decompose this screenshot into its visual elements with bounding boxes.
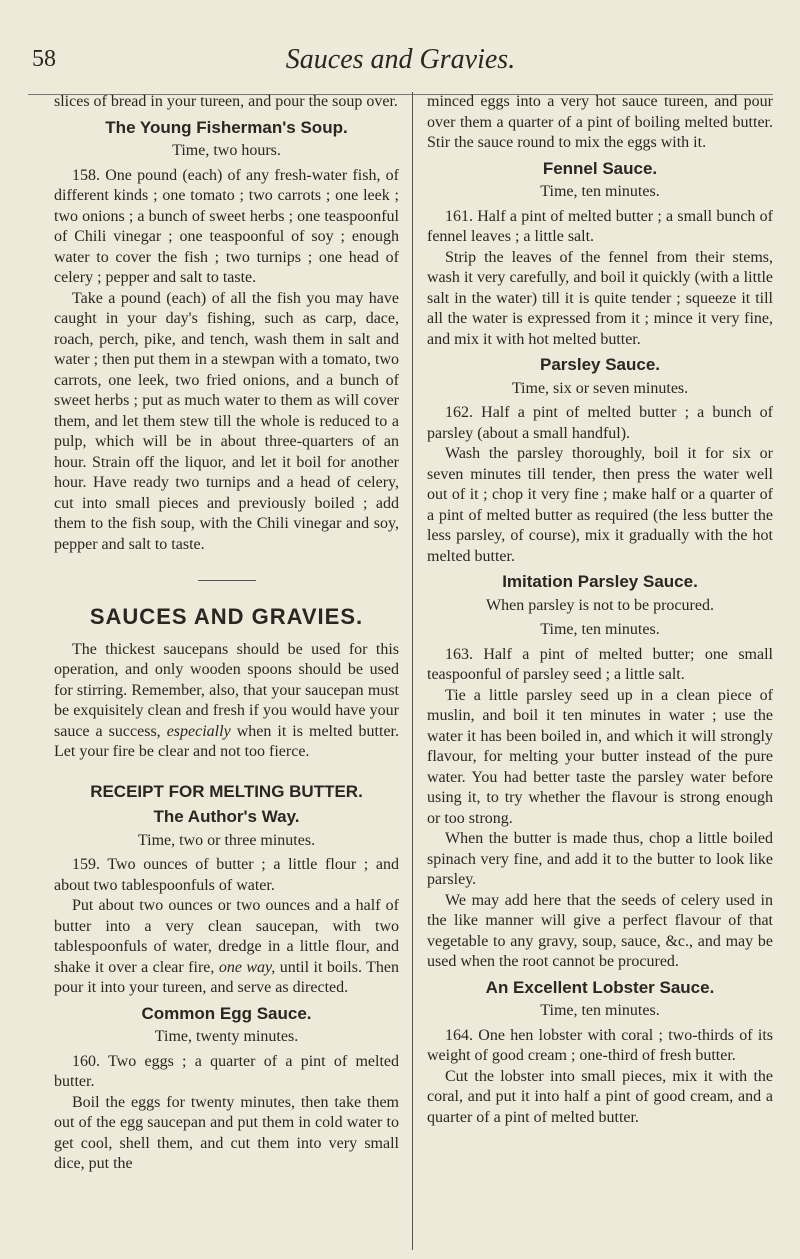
recipe-note: We may add here that the seeds of celery used in the like manner will give a perfect flavour of that vegetable to any gravy, soup, sauce, &c., and may be used when the root cannot be procured. bbox=[427, 891, 773, 970]
sauce-introduction bbox=[54, 640, 399, 763]
recipe-time: Time, ten minutes. bbox=[540, 1002, 660, 1019]
right-column bbox=[427, 92, 773, 1128]
column-divider bbox=[412, 92, 413, 1250]
left-column bbox=[54, 92, 399, 1175]
recipe-method: Cut the lobster into small pieces, mix it with the coral, and put it into half a pint of good cream, and a quarter of a pint of melted butter. bbox=[427, 1067, 773, 1126]
intro-text-b: when it is melted butter. Let your fire be clear and not too fierce. bbox=[54, 722, 399, 760]
recipe-method bbox=[54, 896, 399, 999]
recipe-subtitle: When parsley is not to be procured. bbox=[486, 596, 714, 614]
recipe-title: The Author's Way. bbox=[153, 807, 300, 826]
page-header bbox=[28, 16, 773, 80]
recipe-title: Common Egg Sauce. bbox=[141, 1003, 312, 1023]
recipe-ingredients: 161. Half a pint of melted butter ; a small bunch of fennel leaves ; a little salt. bbox=[427, 207, 773, 245]
running-title: Sauces and Gravies. bbox=[285, 44, 516, 75]
recipe-ingredients: 162. Half a pint of melted butter ; a bunch of parsley (about a small handful). bbox=[427, 404, 773, 442]
italic-text: especially bbox=[166, 722, 231, 740]
recipe-time: Time, six or seven minutes. bbox=[511, 379, 689, 397]
recipe-ingredients: 158. One pound (each) of any fresh-water fish, of different kinds ; one tomato ; two carrots ; one leek ; two onions ; a bunch of sweet herbs ; one teaspoonful of Chili vinegar ; one teaspoonful of soy ; enough water to cover the fish ; two turnips ; one head of celery ; pepper and salt to taste. bbox=[54, 166, 399, 286]
recipe-ingredients: 160. Two eggs ; a quarter of a pint of melted butter. bbox=[54, 1052, 399, 1090]
recipe-title: Parsley Sauce. bbox=[539, 355, 661, 374]
receipt-title: RECEIPT FOR MELTING BUTTER. bbox=[90, 781, 363, 801]
recipe-title: Fennel Sauce. bbox=[542, 158, 658, 178]
section-rule bbox=[198, 580, 256, 581]
recipe-ingredients: 163. Half a pint of melted butter; one small teaspoonful of parsley seed ; a little salt. bbox=[427, 645, 773, 683]
method-text-a: Put about two ounces or two ounces and a half of butter into a very clean saucepan, with two tablespoonfuls of water, dredge in a little flour, and shake it over a clear fire, bbox=[54, 897, 399, 976]
recipe-ingredients: 164. One hen lobster with coral ; two-thirds of its weight of good cream ; one-third of fresh butter. bbox=[427, 1026, 773, 1064]
recipe-method: Tie a little parsley seed up in a clean piece of muslin, and boil it ten minutes in water ; use the water it has been boiled in, and which it will strongly flavour, for melting your butter instead of the pure water. You had better taste the parsley water before using it, to try whether the flavour is strong enough or too strong. bbox=[427, 686, 773, 827]
recipe-ingredients: 159. Two ounces of butter ; a little flour ; and about two tablespoonfuls of water. bbox=[54, 856, 399, 894]
intro-text-a: The thickest saucepans should be used for this operation, and only wooden spoons should be used for stirring. Remember, also, that your saucepan must be exquisitely clean and fresh if you would have your sauce a success, bbox=[54, 640, 399, 740]
method-text-b: until it boils. Then pour it into your tureen, and serve as directed. bbox=[54, 958, 400, 996]
recipe-title: The Young Fisherman's Soup. bbox=[105, 117, 348, 137]
section-title: SAUCES AND GRAVIES. bbox=[89, 604, 364, 629]
continued-paragraph: minced eggs into a very hot sauce tureen, and pour over them a quarter of a pint of boiling melted butter. Stir the sauce round to mix the eggs with it. bbox=[427, 93, 773, 151]
recipe-title: An Excellent Lobster Sauce. bbox=[485, 977, 715, 997]
page-number: 58 bbox=[32, 46, 56, 72]
recipe-time: Time, twenty minutes. bbox=[154, 1028, 299, 1045]
recipe-note: When the butter is made thus, chop a little boiled spinach very fine, and add it to the butter to look like parsley. bbox=[427, 830, 773, 888]
recipe-method: Boil the eggs for twenty minutes, then take them out of the egg saucepan and put them in cold water to get cool, shell them, and cut them into very small dice, put the bbox=[54, 1093, 399, 1172]
recipe-method: Wash the parsley thoroughly, boil it for six or seven minutes till tender, then press the water well out of it ; chop it very fine ; make half or a quarter of a pint of melted butter as required (the less butter the less parsley, of course), mix it gradually with the hot melted butter. bbox=[427, 445, 773, 565]
continued-paragraph: slices of bread in your tureen, and pour the soup over. bbox=[54, 93, 398, 110]
italic-text: one way, bbox=[218, 958, 276, 976]
recipe-time: Time, ten minutes. bbox=[540, 621, 660, 638]
recipe-title: Imitation Parsley Sauce. bbox=[502, 572, 698, 591]
recipe-method: Strip the leaves of the fennel from their stems, wash it very carefully, and boil it quickly (with a little salt in the water) till it is quite tender ; squeeze it till all the water is expressed from it ; mince it very fine, and mix it with hot melted butter. bbox=[427, 248, 773, 348]
recipe-method: Take a pound (each) of all the fish you may have caught in your day's fishing, such as carp, dace, roach, perch, pike, and tench, wash them in salt and water ; then put them in a stewpan with a tomato, two carrots, one leek, two fried onions, and a bunch of sweet herbs ; put as much water to them as will cover them, and let them stew till the whole is reduced to a pulp, which will be in about three-quarters of an hour. Strain off the liquor, and let it boil for another hour. Have ready two turnips and a head of celery, cut into small pieces and previously boiled ; add them to the fish soup, with the Chili vinegar and soy, pepper and salt to taste. bbox=[54, 289, 399, 553]
recipe-time: Time, two hours. bbox=[172, 142, 281, 159]
recipe-time: Time, two or three minutes. bbox=[137, 831, 316, 849]
recipe-time: Time, ten minutes. bbox=[540, 183, 660, 200]
